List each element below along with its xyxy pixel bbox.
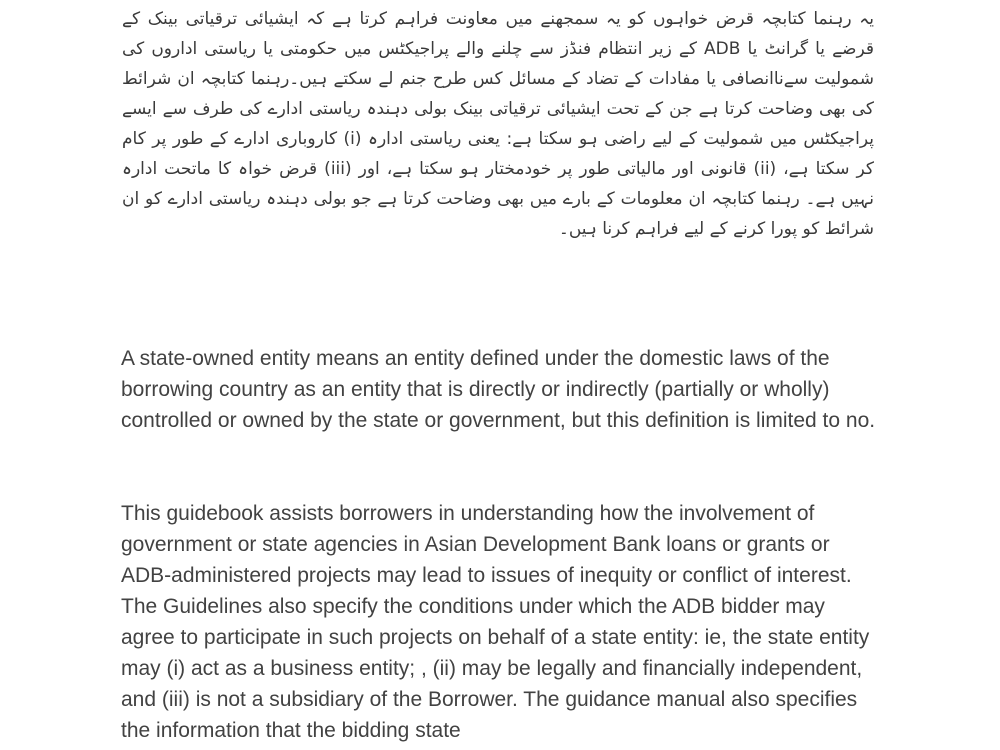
- urdu-paragraph: یہ رہنما کتابچہ قرض خواہوں کو یہ سمجھنے میں معاونت فراہم کرتا ہے کہ ایشیائی ترقیاتی بینک کے قرضے یا گرانٹ یا ADB کے زیر انتظام فنڈز سے چلنے والے پراجیکٹس میں حکومتی یا ریاستی اداروں کی شمولیت سےناانصافی یا مفادات کے تضاد کے مسائل کس طرح جنم لے سکتے ہیں۔رہنما کتابچہ ان شرائط کی بھی وضاحت کرتا ہے جن کے تحت ایشیائی ترقیاتی بینک بولی دہندہ ریاستی ادارے کی طرف سے ایسے پراجیکٹس میں شمولیت کے لیے راضی ہو سکتا ہے: یعنی ریاستی ادارہ (i) کاروباری ادارے کے طور پر کام کر سکتا ہے، (ii) قانونی اور مالیاتی طور پر خودمختار ہو سکتا ہے، اور (iii) قرض خواہ کا ماتحت ادارہ نہیں ہے۔ رہنما کتابچہ ان معلومات کے بارے میں بھی وضاحت کرتا ہے جو بولی دہندہ ریاستی ادارے کو ان شرائط کو پورا کرنے کے لیے فراہم کرنا ہیں۔: [122, 9, 875, 239]
- english-paragraph-definition: A state-owned entity means an entity defined under the domestic laws of the borrowing country as an entity that is directly or indirectly (partially or wholly) controlled or owned by the state or government, but this definition is limited to no.: [121, 347, 876, 432]
- english-paragraph-guidebook: This guidebook assists borrowers in understanding how the involvement of government or state agencies in Asian Development Bank loans or grants or ADB-administered projects may lead to issues of inequity or conflict of interest. The Guidelines also specify the conditions under which the ADB bidder may agree to participate in such projects on behalf of a state entity: ie, the state entity may (i) act as a business entity; , (ii) may be legally and financially independent, and (iii) is not a subsidiary of the Borrower. The guidance manual also specifies the information that the bidding state: [121, 502, 870, 742]
